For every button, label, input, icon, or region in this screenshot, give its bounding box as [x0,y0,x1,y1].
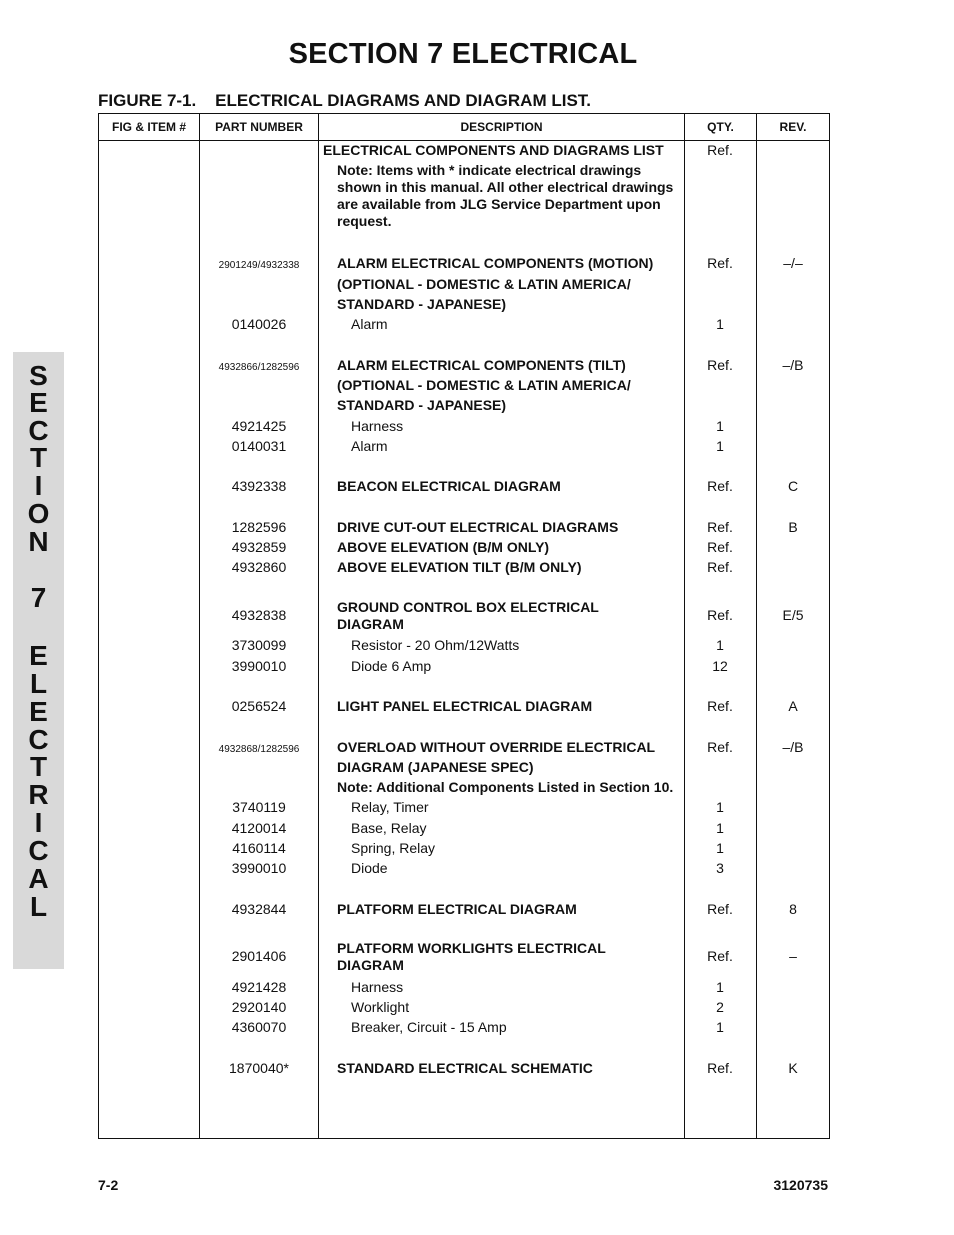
rev-cell: –/B [782,357,804,373]
side-tab-letter: I [34,807,43,838]
side-tab-letter: O [27,498,50,529]
description-cell: Note: Items with * indicate electrical drawings shown in this manual. All other electrical drawings are available from JLG Service Department upon request. [337,162,674,229]
qty-cell: 1 [716,820,724,836]
part-number-cell: 3990010 [231,658,287,674]
side-tab-letter: L [29,891,48,922]
section-side-tab [13,352,64,969]
description-cell: DRIVE CUT-OUT ELECTRICAL DIAGRAMS [337,519,619,535]
qty-cell: Ref. [707,948,733,964]
description-cell: DIAGRAM (JAPANESE SPEC) [337,759,534,775]
description-cell: STANDARD ELECTRICAL SCHEMATIC [337,1060,593,1076]
qty-cell: 3 [716,860,724,876]
rev-cell: A [788,698,798,714]
description-cell: Note: Additional Components Listed in Section 10. [337,779,674,795]
part-number-cell: 3990010 [231,860,287,876]
qty-cell: 2 [716,999,724,1015]
side-tab-letter: E [29,640,48,671]
part-number-cell: 0140026 [231,316,287,332]
qty-cell: 1 [716,1019,724,1035]
description-cell: PLATFORM WORKLIGHTS ELECTRICAL DIAGRAM [337,940,606,973]
description-cell: Spring, Relay [351,840,436,856]
rev-cell: – [789,948,797,964]
description-cell: Alarm [351,438,388,454]
qty-cell: Ref. [707,739,733,755]
rev-cell: 8 [789,901,797,917]
description-cell: STANDARD - JAPANESE) [337,397,507,413]
page-number: 7-2 [98,1177,119,1193]
part-number-cell: 4160114 [232,840,286,856]
side-tab-letter: S [29,360,48,391]
part-number-cell: 4921425 [231,418,287,434]
part-number-cell: 4932868/1282596 [218,744,300,755]
part-number-cell: 4932838 [231,607,287,623]
part-number-cell: 4932844 [231,901,287,917]
part-number-cell: 4932860 [231,559,287,575]
part-number-cell: 4921428 [231,979,287,995]
side-tab-letter: C [28,724,49,755]
document-number: 3120735 [773,1177,828,1193]
part-number-cell: 2920140 [231,999,287,1015]
part-number-cell: 4932859 [231,539,287,555]
side-tab-letter: R [28,779,49,810]
page-title: SECTION 7 ELECTRICAL [288,38,638,70]
description-cell: Breaker, Circuit - 15 Amp [351,1019,507,1035]
rev-cell: B [788,519,798,535]
description-cell: (OPTIONAL - DOMESTIC & LATIN AMERICA/ [337,276,631,292]
qty-cell: 1 [716,418,724,434]
description-cell: Diode [351,860,388,876]
part-number-cell: 1870040* [229,1060,289,1076]
qty-cell: Ref. [707,559,733,575]
side-tab-letter: C [28,415,49,446]
rev-cell: K [788,1060,798,1076]
rev-cell: –/B [782,739,804,755]
qty-cell: Ref. [707,255,733,271]
side-tab-letter: 7 [30,582,47,613]
side-tab-letter: C [28,835,49,866]
part-number-cell: 4932866/1282596 [218,362,300,373]
description-cell: ELECTRICAL COMPONENTS AND DIAGRAMS LIST [323,142,664,158]
side-tab-letter: E [29,387,48,418]
side-tab-letter: T [29,442,48,473]
description-cell: PLATFORM ELECTRICAL DIAGRAM [337,901,577,917]
description-cell: Harness [351,418,404,434]
part-number-cell: 3740119 [232,799,286,815]
header-part-number: PART NUMBER [215,120,303,134]
column-divider [318,114,319,1138]
qty-cell: Ref. [707,478,733,494]
description-cell: (OPTIONAL - DOMESTIC & LATIN AMERICA/ [337,377,631,393]
description-cell: ALARM ELECTRICAL COMPONENTS (MOTION) [337,255,654,271]
description-cell: STANDARD - JAPANESE) [337,296,507,312]
description-cell: BEACON ELECTRICAL DIAGRAM [337,478,561,494]
part-number-cell: 0256524 [231,698,287,714]
description-cell: LIGHT PANEL ELECTRICAL DIAGRAM [337,698,593,714]
description-cell: ABOVE ELEVATION TILT (B/M ONLY) [337,559,582,575]
header-divider [99,140,829,141]
part-number-cell: 4392338 [231,478,287,494]
side-tab-letter: N [28,526,49,557]
part-number-cell: 2901406 [231,948,287,964]
qty-cell: 1 [716,840,724,856]
description-cell: Worklight [351,999,410,1015]
description-cell: Diode 6 Amp [351,658,432,674]
header-description: DESCRIPTION [460,120,543,134]
header-qty: QTY. [707,120,734,134]
qty-cell: Ref. [707,698,733,714]
description-cell: Alarm [351,316,388,332]
part-number-cell: 2901249/4932338 [218,260,300,271]
rev-cell: C [787,478,799,494]
rev-cell: E/5 [782,607,804,623]
qty-cell: 1 [716,799,724,815]
rev-cell: –/– [783,255,803,271]
qty-cell: 1 [716,438,724,454]
side-tab-letter: L [29,668,48,699]
qty-cell: Ref. [707,519,733,535]
part-number-cell: 0140031 [231,438,287,454]
qty-cell: Ref. [707,607,733,623]
qty-cell: Ref. [707,357,733,373]
side-tab-letter: A [28,863,49,894]
part-number-cell: 3730099 [231,637,287,653]
description-cell: Relay, Timer [351,799,429,815]
description-cell: ABOVE ELEVATION (B/M ONLY) [337,539,550,555]
qty-cell: Ref. [707,539,733,555]
side-tab-letter: T [29,751,48,782]
qty-cell: Ref. [707,1060,733,1076]
part-number-cell: 4360070 [231,1019,287,1035]
part-number-cell: 1282596 [231,519,287,535]
qty-cell: Ref. [707,142,733,158]
description-cell: OVERLOAD WITHOUT OVERRIDE ELECTRICAL [337,739,656,755]
side-tab-letter: E [29,696,48,727]
qty-cell: 1 [716,316,724,332]
side-tab-letter: I [34,470,43,501]
description-cell: GROUND CONTROL BOX ELECTRICAL DIAGRAM [337,599,599,632]
qty-cell: 12 [712,658,728,674]
description-cell: Harness [351,979,404,995]
description-cell: Resistor - 20 Ohm/12Watts [351,637,520,653]
qty-cell: 1 [716,979,724,995]
qty-cell: Ref. [707,901,733,917]
header-fig-item: FIG & ITEM # [111,120,186,134]
header-rev: REV. [779,120,807,134]
parts-table [98,113,830,1139]
description-cell: ALARM ELECTRICAL COMPONENTS (TILT) [337,357,626,373]
qty-cell: 1 [716,637,724,653]
part-number-cell: 4120014 [231,820,287,836]
description-cell: Base, Relay [351,820,427,836]
figure-title: FIGURE 7-1. ELECTRICAL DIAGRAMS AND DIAGRAM LIST. [98,91,592,110]
